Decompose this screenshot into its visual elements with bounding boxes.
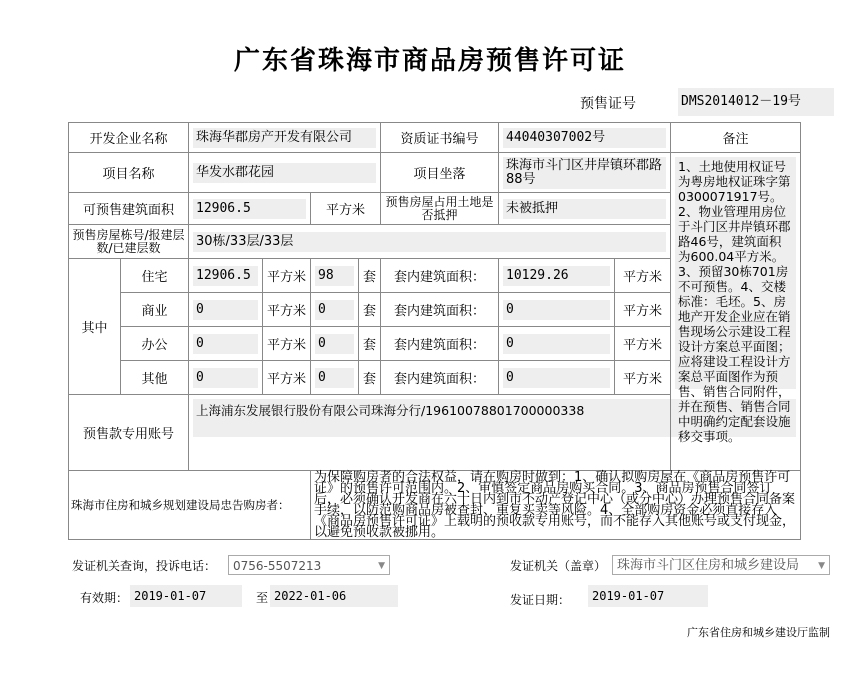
breakdown-area: 0: [193, 334, 258, 354]
breakdown-inner-label: 套内建筑面积：: [381, 259, 499, 293]
issuer-select[interactable]: [612, 555, 830, 575]
account-value: 上海浦东发展银行股份有限公司珠海分行/19610078801700000338: [193, 399, 796, 437]
building-value: 30栋/33层/33层: [193, 232, 666, 252]
chevron-down-icon: ▼: [818, 561, 825, 571]
cert-value: 44040307002号: [503, 128, 666, 148]
breakdown-type: 其他: [121, 361, 189, 395]
issue-date-label: 发证日期：: [510, 593, 571, 607]
breakdown-count: 98: [315, 266, 354, 286]
breakdown-count-unit: 套: [359, 327, 381, 361]
project-name-label: 项目名称: [69, 153, 189, 193]
building-label: 预售房屋栋号/报建层数/已建层数: [69, 225, 189, 259]
note-label: 备注: [671, 123, 801, 153]
cert-label: 资质证书编号: [381, 123, 499, 153]
breakdown-count: 0: [315, 334, 354, 354]
breakdown-area-unit: 平方米: [263, 259, 311, 293]
document-title: 广东省珠海市商品房预售许可证: [233, 46, 626, 76]
breakdown-count: 0: [315, 368, 354, 388]
breakdown-inner-unit: 平方米: [615, 327, 671, 361]
presale-area-unit: 平方米: [311, 193, 381, 225]
issuer-value: 珠海市斗门区住房和城乡建设局: [617, 558, 800, 573]
breakdown-inner-label: 套内建筑面积：: [381, 327, 499, 361]
note-text: 1、土地使用权证号为粤房地权证珠字第0300071917号。2、物业管理用房位于斗门区井岸镇环郡路46号，建筑面积为600.04平方米。3、预留30栋701房不可预售。4、交楼标准：毛坯。5、房地产开发企业应在销售现场公示建设工程设计方案总平面图；应将建设工程设计方案总平面图作为预售、销售合同附件，并在预售、销售合同中明确约定配套设施移交事项。: [675, 157, 796, 389]
mortgage-label: 预售房屋占用土地是否抵押: [381, 193, 499, 225]
breakdown-count: 0: [315, 300, 354, 320]
breakdown-type: 商业: [121, 293, 189, 327]
notice-text: 为保障购房者的合法权益，请在购房时做到：1、确认拟购房屋在《商品房预售许可证》的预售许可范围内。2、审慎签定商品房购买合同。3、商品房预售合同签订后，必须确认开发商在六十日内到市不动产登记中心（或分中心）办理预售合同备案手续，以防范购商品房被查封、重复买卖等风险。4、全部购房资金必须直接存入《商品房预售许可证》上载明的预收款专用账号，而不能存入其他账号或支付现金，以避免预收款被挪用。: [311, 471, 801, 540]
breakdown-count-unit: 套: [359, 361, 381, 395]
phone-label: 发证机关查询，投诉电话：: [72, 559, 217, 573]
developer-value: 珠海华郡房产开发有限公司: [193, 128, 376, 148]
breakdown-count-unit: 套: [359, 259, 381, 293]
breakdown-area: 12906.5: [193, 266, 258, 286]
developer-label: 开发企业名称: [69, 123, 189, 153]
valid-start: 2019-01-07: [130, 585, 242, 607]
issue-date-value: 2019-01-07: [588, 585, 708, 607]
presale-area-value: 12906.5: [193, 199, 306, 219]
mortgage-value: 未被抵押: [503, 199, 666, 219]
breakdown-inner-unit: 平方米: [615, 259, 671, 293]
footer-text: 广东省住房和城乡建设厅监制: [687, 626, 830, 639]
breakdown-inner-label: 套内建筑面积：: [381, 361, 499, 395]
phone-select[interactable]: [228, 555, 390, 575]
breakdown-area: 0: [193, 300, 258, 320]
breakdown-group-label: 其中: [69, 259, 121, 395]
breakdown-inner-unit: 平方米: [615, 293, 671, 327]
permit-table: [68, 122, 801, 540]
breakdown-area-unit: 平方米: [263, 327, 311, 361]
breakdown-count-unit: 套: [359, 293, 381, 327]
valid-label: 有效期：: [80, 591, 129, 605]
breakdown-inner: 0: [503, 368, 610, 388]
issuer-label: 发证机关（盖章）: [510, 559, 607, 573]
chevron-down-icon: ▼: [378, 561, 385, 571]
valid-end: 2022-01-06: [270, 585, 398, 607]
phone-value: 0756-5507213: [233, 559, 322, 573]
permit-number-value: DMS2014012－19号: [678, 88, 834, 116]
breakdown-type: 住宅: [121, 259, 189, 293]
valid-to-label: 至: [256, 591, 269, 605]
breakdown-inner: 0: [503, 334, 610, 354]
notice-label: 珠海市住房和城乡规划建设局忠告购房者：: [69, 471, 311, 540]
breakdown-area: 0: [193, 368, 258, 388]
project-location-value: 珠海市斗门区井岸镇环郡路88号: [503, 157, 666, 189]
account-label: 预售款专用账号: [69, 395, 189, 471]
project-location-label: 项目坐落: [381, 153, 499, 193]
breakdown-inner-label: 套内建筑面积：: [381, 293, 499, 327]
breakdown-area-unit: 平方米: [263, 361, 311, 395]
project-name-value: 华发水郡花园: [193, 163, 376, 183]
breakdown-inner: 0: [503, 300, 610, 320]
breakdown-inner-unit: 平方米: [615, 361, 671, 395]
presale-area-label: 可预售建筑面积: [69, 193, 189, 225]
permit-number-label: 预售证号: [580, 96, 636, 112]
breakdown-type: 办公: [121, 327, 189, 361]
breakdown-area-unit: 平方米: [263, 293, 311, 327]
breakdown-inner: 10129.26: [503, 266, 610, 286]
